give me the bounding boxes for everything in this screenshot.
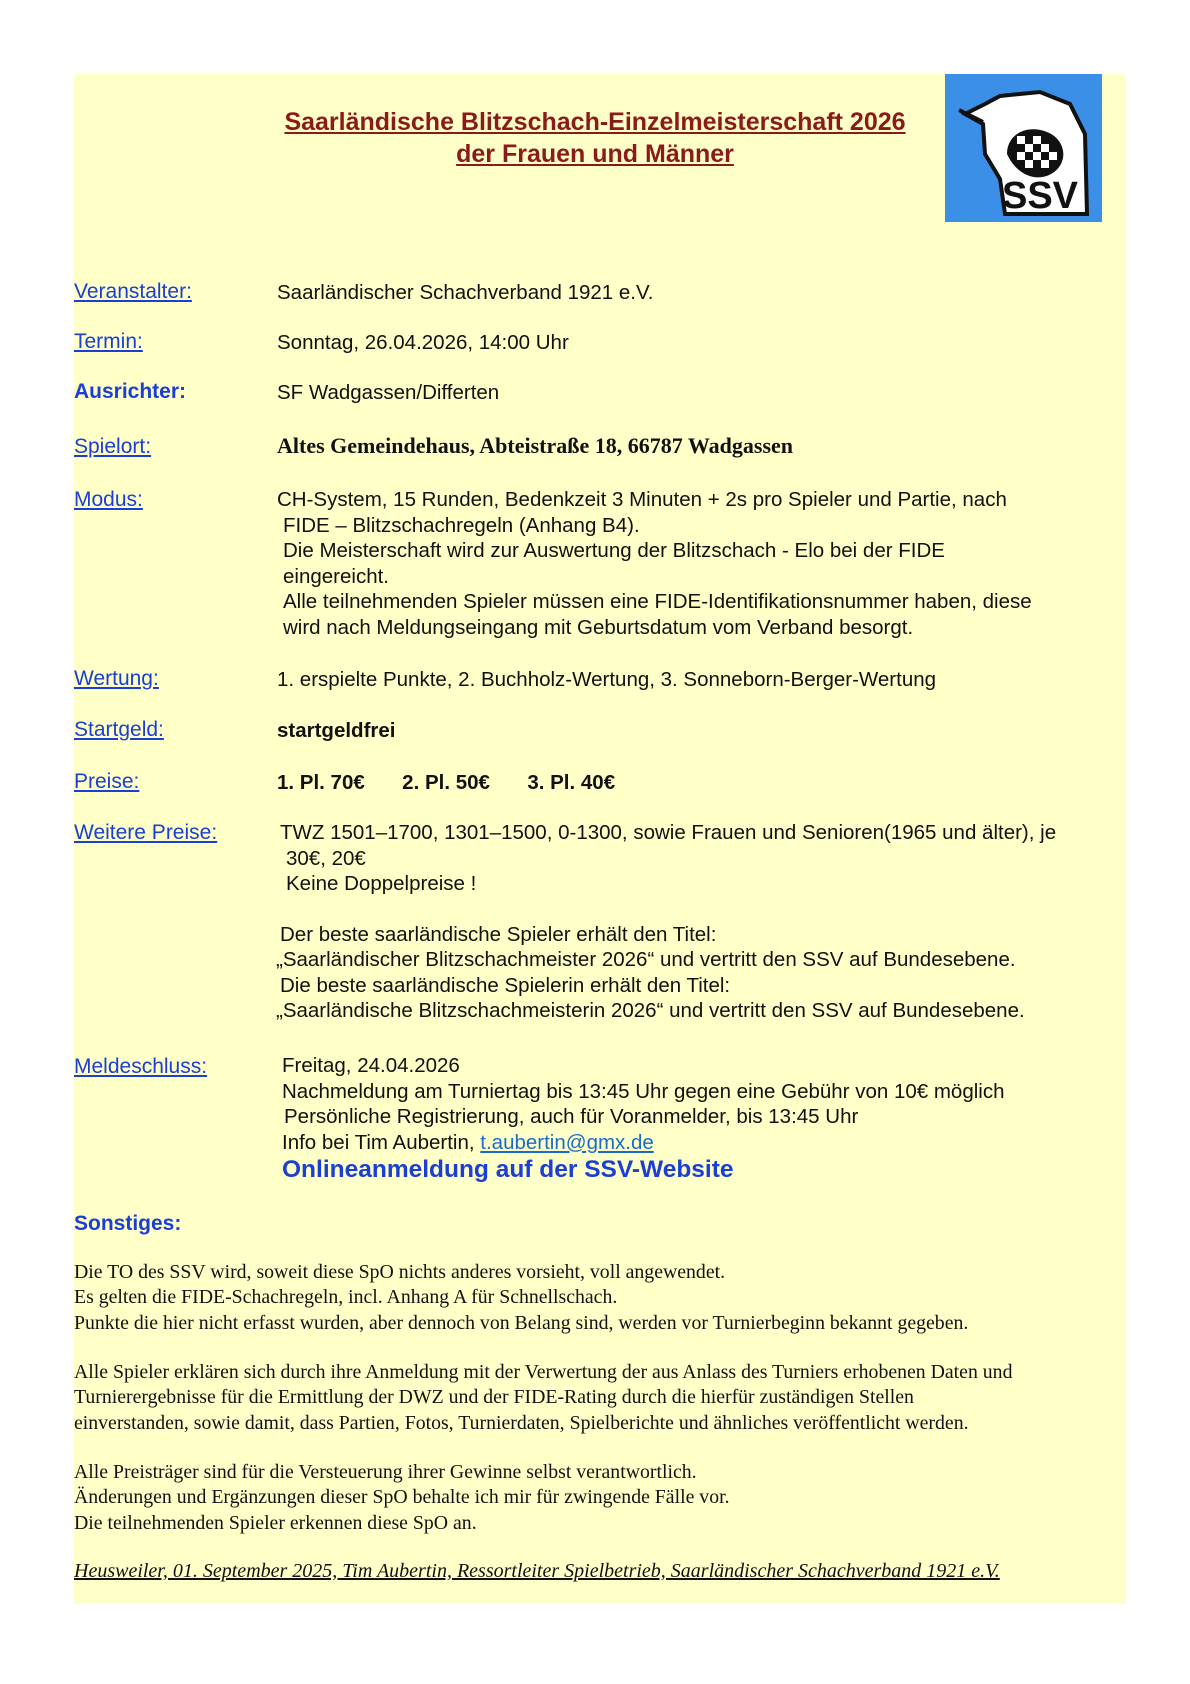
- label-sonstiges: Sonstiges:: [74, 1212, 182, 1235]
- preis-3: 3. Pl. 40€: [527, 771, 616, 794]
- signature: Heusweiler, 01. September 2025, Tim Aubertin, Ressortleiter Spielbetrieb, Saarländischer Schachverband 1921 e.V.: [74, 1560, 1000, 1582]
- sonstiges-paragraph-2: [74, 1360, 1012, 1436]
- weitere-preise-line: Der beste saarländische Spieler erhält den Titel:: [280, 922, 717, 946]
- page-title: Saarländische Blitzschach-Einzelmeisterschaft 2026: [284, 108, 906, 136]
- label-weitere-preise: Weitere Preise:: [74, 821, 218, 844]
- label-veranstalter: Veranstalter:: [74, 280, 192, 303]
- logo-text: SSV: [1001, 175, 1079, 217]
- modus-line: wird nach Meldungseingang mit Geburtsdatum vom Verband besorgt.: [283, 615, 914, 639]
- value-spielort: Altes Gemeindehaus, Abteistraße 18, 66787 Wadgassen: [277, 433, 794, 458]
- page-subtitle: der Frauen und Männer: [456, 140, 734, 168]
- weitere-preise-line: Die beste saarländische Spielerin erhält den Titel:: [280, 973, 731, 997]
- label-ausrichter: Ausrichter:: [74, 380, 187, 403]
- modus-line: Die Meisterschaft wird zur Auswertung der Blitzschach - Elo bei der FIDE: [283, 539, 945, 562]
- online-registration-link[interactable]: Onlineanmeldung auf der SSV-Website: [282, 1156, 734, 1183]
- label-wertung: Wertung:: [74, 667, 159, 690]
- text-line: Alle Spieler erklären sich durch ihre Anmeldung mit der Verwertung der aus Anlass des Turniers erhobenen Daten und: [74, 1361, 1013, 1383]
- text-line: Alle Preisträger sind für die Versteuerung ihrer Gewinne selbst verantwortlich.: [74, 1461, 697, 1483]
- modus-line: Alle teilnehmenden Spieler müssen eine FIDE-Identifikationsnummer haben, diese: [283, 590, 1032, 613]
- text-line: Die TO des SSV wird, soweit diese SpO nichts anderes vorsieht, voll angewendet.: [74, 1261, 726, 1283]
- label-spielort: Spielort:: [74, 435, 152, 458]
- modus-line: CH-System, 15 Runden, Bedenkzeit 3 Minuten + 2s pro Spieler und Partie, nach: [277, 488, 1007, 511]
- sonstiges-paragraph-1: [74, 1260, 968, 1336]
- preis-2: 2. Pl. 50€: [402, 771, 490, 794]
- value-meldeschluss: [282, 1053, 1005, 1183]
- weitere-preise-line: „Saarländischer Blitzschachmeister 2026“ und vertritt den SSV auf Bundesebene.: [276, 948, 1016, 971]
- modus-line: eingereicht.: [283, 564, 389, 588]
- weitere-preise-line: „Saarländische Blitzschachmeisterin 2026“ und vertritt den SSV auf Bundesebene.: [276, 999, 1025, 1022]
- text-line: Punkte die hier nicht erfasst wurden, aber dennoch von Belang sind, werden vor Turnierbeginn bekannt gegeben.: [74, 1311, 969, 1334]
- meldeschluss-line: Nachmeldung am Turniertag bis 13:45 Uhr gegen eine Gebühr von 10€ möglich: [282, 1079, 1005, 1103]
- text-line: Änderungen und Ergänzungen dieser SpO behalte ich mir für zwingende Fälle vor.: [74, 1486, 730, 1509]
- value-startgeld: startgeldfrei: [277, 719, 396, 742]
- value-modus: [277, 487, 1032, 640]
- weitere-preise-line: Keine Doppelpreise !: [286, 872, 477, 895]
- label-startgeld: Startgeld:: [74, 718, 164, 741]
- label-modus: Modus:: [74, 488, 143, 511]
- ssv-logo: [945, 74, 1102, 222]
- preis-1: 1. Pl. 70€: [277, 771, 365, 794]
- text-line: Turnierergebnisse für die Ermittlung der DWZ und der FIDE-Rating durch die hierfür zuständigen Stellen: [74, 1386, 914, 1409]
- label-termin: Termin:: [74, 330, 143, 353]
- modus-line: FIDE – Blitzschachregeln (Anhang B4).: [283, 513, 640, 537]
- value-preise: [277, 770, 615, 796]
- value-ausrichter: SF Wadgassen/Differten: [277, 381, 500, 404]
- email-link[interactable]: t.aubertin@gmx.de: [480, 1130, 654, 1154]
- meldeschluss-info: Info bei Tim Aubertin, t.aubertin@gmx.de: [282, 1130, 654, 1154]
- sonstiges-paragraph-3: [74, 1460, 730, 1536]
- weitere-preise-line: TWZ 1501–1700, 1301–1500, 0-1300, sowie Frauen und Senioren(1965 und älter), je: [280, 821, 1057, 844]
- text-line: Die teilnehmenden Spieler erkennen diese SpO an.: [74, 1511, 477, 1534]
- value-weitere-preise: [276, 820, 1057, 1024]
- weitere-preise-line: 30€, 20€: [286, 846, 366, 870]
- value-termin: Sonntag, 26.04.2026, 14:00 Uhr: [277, 331, 569, 354]
- text-line: einverstanden, sowie damit, dass Partien, Fotos, Turnierdaten, Spielberichte und ähnliches veröffentlicht werden.: [74, 1411, 969, 1434]
- label-meldeschluss: Meldeschluss:: [74, 1055, 208, 1078]
- meldeschluss-line: Persönliche Registrierung, auch für Voranmelder, bis 13:45 Uhr: [284, 1105, 859, 1128]
- value-veranstalter: Saarländischer Schachverband 1921 e.V.: [277, 281, 654, 304]
- text-line: Es gelten die FIDE-Schachregeln, incl. Anhang A für Schnellschach.: [74, 1286, 618, 1309]
- value-wertung: 1. erspielte Punkte, 2. Buchholz-Wertung, 3. Sonneborn-Berger-Wertung: [277, 668, 937, 691]
- label-preise: Preise:: [74, 770, 140, 793]
- meldeschluss-line: Freitag, 24.04.2026: [282, 1054, 460, 1077]
